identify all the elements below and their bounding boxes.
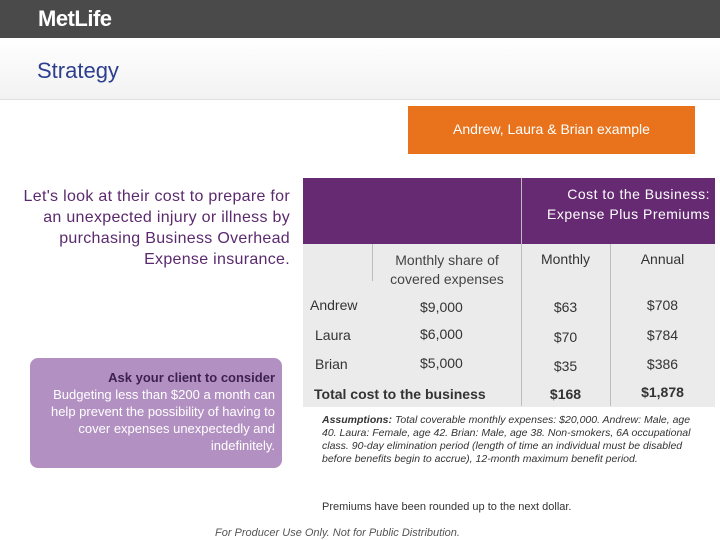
advice-box [30, 358, 282, 468]
column-header-share: Monthly share of covered expenses [390, 252, 504, 287]
assumptions-text: Total coverable monthly expenses: $20,000. Andrew: Male, age 40. Laura: Female, age 42. Brian: Male, age 38. Non-smokers, 6A occupational class. 90-day elimination period (length of time an individual must be disabled before benefits begin to accrue), 12-month maximum benefit period. [322, 414, 691, 465]
row-annual: $784 [646, 327, 679, 343]
column-header-annual: Annual [640, 251, 685, 267]
rounding-note: Premiums have been rounded up to the next dollar. [322, 501, 572, 513]
row-share: $5,000 [420, 355, 463, 371]
row-monthly: $35 [553, 358, 578, 374]
column-divider [610, 244, 611, 406]
table-group-header: Cost to the Business: Expense Plus Premiums [546, 186, 710, 222]
total-annual: $1,878 [641, 384, 684, 400]
row-monthly: $63 [553, 299, 578, 315]
row-annual: $386 [646, 356, 679, 372]
total-monthly: $168 [549, 386, 582, 402]
intro-text: Let's look at their cost to prepare for an unexpected injury or illness by purchasing Business Overhead Expense insurance. [23, 188, 290, 268]
column-header-monthly: Monthly [540, 251, 591, 267]
assumptions-label: Assumptions: [322, 414, 393, 426]
page-title: Strategy [37, 58, 119, 83]
row-share: $9,000 [420, 299, 463, 315]
row-name: Brian [315, 356, 348, 372]
advice-heading: Ask your client to consider [108, 370, 275, 385]
row-monthly: $70 [553, 329, 578, 345]
row-annual: $708 [646, 297, 679, 313]
example-tag: Andrew, Laura & Brian example [408, 106, 695, 154]
row-name: Laura [315, 327, 351, 343]
row-name: Andrew [310, 297, 358, 313]
total-label: Total cost to the business [314, 386, 486, 402]
advice-text: Budgeting less than $200 a month can help prevent the possibility of having to cover expenses unexpectedly and indefinitely. [50, 387, 275, 453]
assumptions-note [322, 414, 692, 466]
footer-disclaimer: For Producer Use Only. Not for Public Distribution. [215, 527, 460, 539]
row-share: $6,000 [420, 326, 463, 342]
metlife-logo: MetLife [38, 6, 112, 31]
